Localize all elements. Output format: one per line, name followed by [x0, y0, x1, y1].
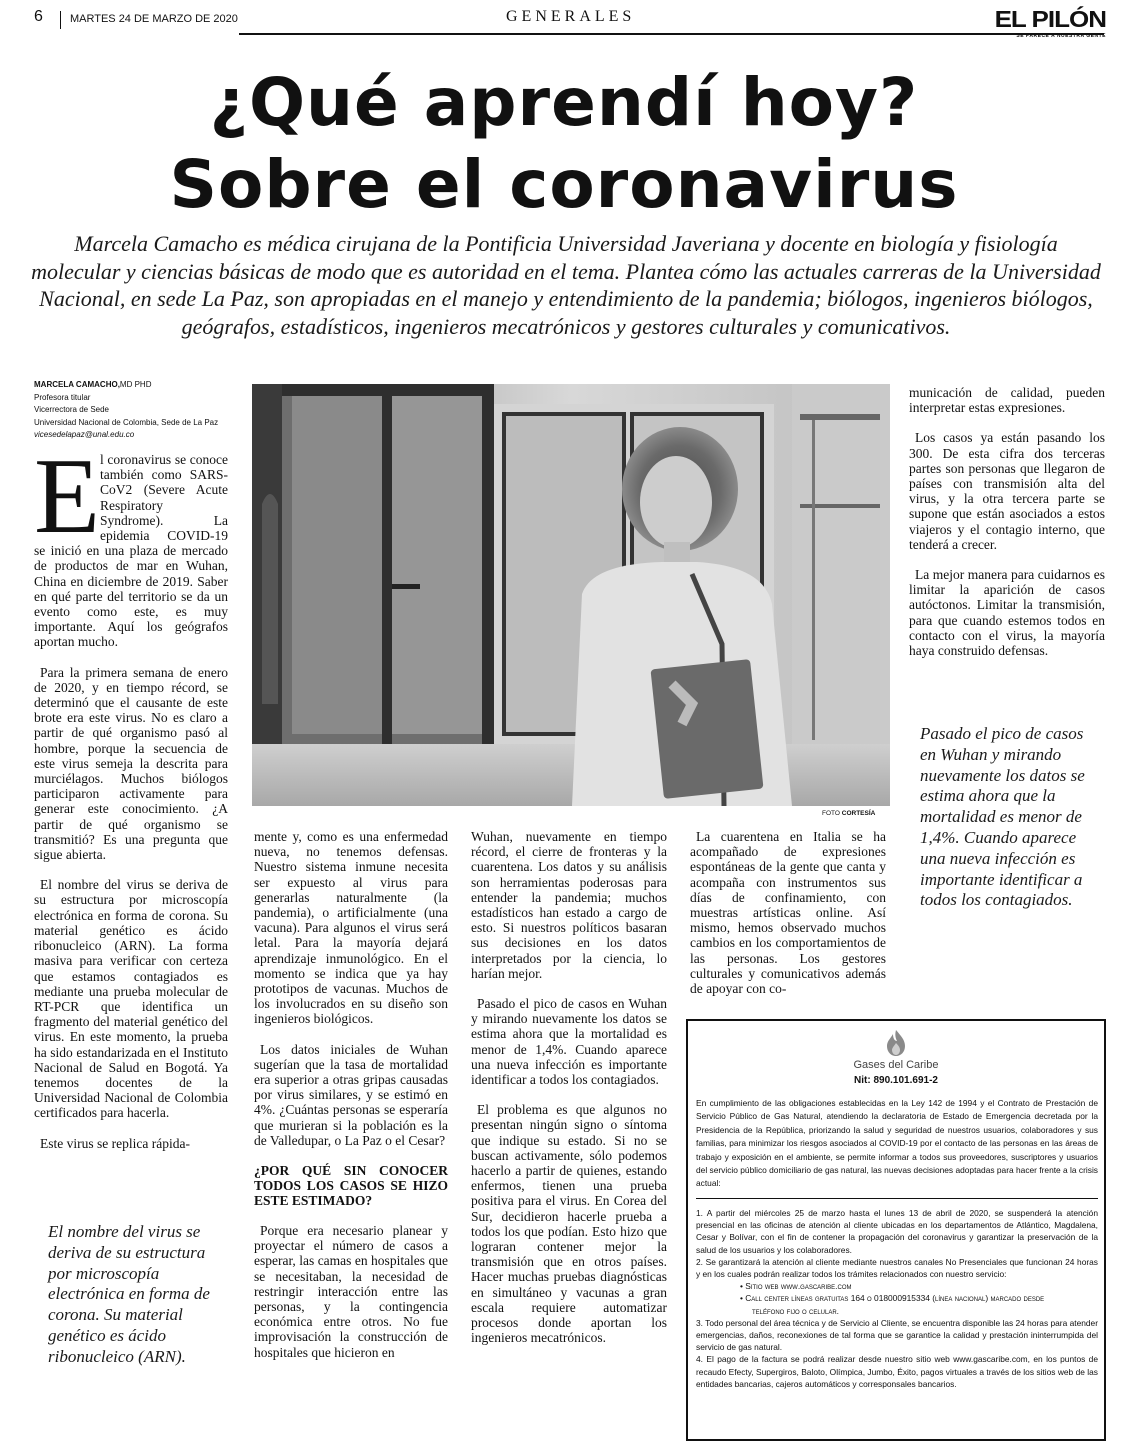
page-header [34, 5, 1106, 39]
logo-tagline: SE PARECE A NUESTRA GENTE [1016, 33, 1106, 39]
paragraph: El problema es que algunos no presentan ningún signo o síntoma que indique su estado. Si no se buscan activamente, sólo podemos hacerlo a partir de quienes, estando enfermos, tienen una prueba positiva para el virus. En Corea del Sur, decidieron hacerle prueba a todos los que podían. Esto hizo que lograran contener mejor la transmisión que en otros países. Hacer muchas pruebas diagnósticas en simultáneo y vacunas a gran escala requiere automatizar procesos donde aportan los ingenieros mecatrónicos. [471, 1102, 667, 1346]
author-name: MARCELA CAMACHO, [34, 380, 120, 389]
pull-quote: El nombre del virus se deriva de su estructura por microscopía electrónica en forma de corona. Su material genético es ácido ribonucleico (ARN). [48, 1222, 210, 1366]
ad-item: 4. El pago de la factura se podrá realizar desde nuestro sitio web www.gascaribe.com, en los puntos de recaudo Efecty, Supergiros, Baloto, Olímpica, Jumbo, Éxito, pagos virtuales a través de los sitios web de las entidades bancarias, cajeros automáticos y corresponsales bancarios. [696, 1354, 1098, 1389]
header-divider [60, 11, 61, 29]
paragraph: Porque era necesario planear y proyectar el número de casos a esperar, las camas en hospitales que se necesitaban, la necesidad de restringir interacción entre las personas, y la contingencia económica entre otros. No fue improvisación la construcción de hospitales que hicieron en [254, 1223, 448, 1360]
paragraph-text: l coronavirus se conoce también como SARS-CoV2 (Severe Acute Respiratory Syndrome). La epidemia COVID-19 se inició en una plaza de mercado de productos de mar en Wuhan, China en diciembre de 2019. Saber en qué parte del territorio se da un evento como este, es muy importante. Aquí los geógrafos aportan mucho. [34, 452, 228, 650]
ad-brand-name: Gases del Caribe [853, 1059, 939, 1071]
article-deck: Marcela Camacho es médica cirujana de la Pontificia Universidad Javeriana y docente en biología y fisiología molecular y ciencias básicas de modo que es autoridad en el tema. Plantea cómo las actuales carreras de la Universidad Nacional, en sede La Paz, son apropiadas en el manejo y entendimiento de la pandemia; biólogos, ingenieros biólogos, geógrafos, estadísticos, ingenieros mecatrónicos y gestores culturales y comunicativos. [31, 231, 1101, 339]
ad-item: 3. Todo personal del área técnica y de Servicio al Cliente, se encuentra disponible las 24 horas para atender emergencias, daños, reconexiones de tal forma que se garantice la calidad y prestación ininterrumpida del servicio de gas natural. [696, 1317, 1098, 1353]
author-email: vicesedelapaz@unal.edu.co [34, 430, 135, 439]
photo-credit-prefix: FOTO [822, 810, 840, 817]
paragraph: municación de calidad, pueden interpretar estas expresiones. [909, 385, 1105, 416]
ad-bullet: • Sitio web www.gascaribe.com [740, 1281, 852, 1292]
section-subheading: ¿POR QUÉ SIN CONOCER TODOS LOS CASOS SE HIZO ESTE ESTIMADO? [254, 1163, 448, 1209]
gas-company-advertisement [686, 1019, 1106, 1441]
page-number: 6 [34, 8, 43, 25]
article-column-3 [471, 829, 667, 1361]
newspaper-logo [995, 5, 1106, 39]
article-column-1 [34, 437, 228, 1166]
author-role-2: Vicerrectora de Sede [34, 405, 110, 414]
article-photo [252, 384, 890, 806]
pull-quote: Pasado el pico de casos en Wuhan y mirando nuevamente los datos se estima ahora que la mortalidad es menor de 1,4%. Cuando aparece una nueva infección es importante identificar a todos los contagiados. [920, 724, 1085, 910]
paragraph: La mejor manera para cuidarnos es limitar la aparición de casos autóctonos. Limitar la transmisión, para que cuando estemos todos en contacto con el virus, la mayoría haya construido defensas. [909, 567, 1105, 659]
article-column-4 [690, 829, 886, 1011]
byline [34, 379, 244, 442]
section-name: GENERALES [506, 8, 636, 25]
paragraph: Pasado el pico de casos en Wuhan y mirando nuevamente los datos se estima ahora que la mortalidad es menor de 1,4%. Cuando aparece una nueva infección es importante identificar a todos los contagiados. [471, 996, 667, 1088]
author-degree: MD PHD [119, 380, 152, 389]
ad-logo [688, 1029, 1104, 1086]
paragraph: Este virus se replica rápida- [40, 1135, 190, 1151]
paragraph: La cuarentena en Italia se ha acompañado de expresiones espontáneas de la gente que canta y acompaña con instrumentos sus días de confinamiento, con muestras artísticas online. Así mismo, hemos observado muchos cambios en los comportamientos de las personas. Los gestores culturales y comunicativos además de apoyar con co- [690, 829, 886, 997]
paragraph [34, 437, 228, 650]
ad-intro-text: En cumplimiento de las obligaciones establecidas en la Ley 142 de 1994 y el Contrato de Prestación de Servicio Público de Gas Natural, atendiendo la declaratoria de Estado de Emergencia decretada por la Presidencia de la República, priorizando la salud y seguridad de nuestros usuarios, colaboradores y sus familias, para minimizar los riesgos asociados al COVID-19 por el contacto de las personas en las áreas de trabajo y exposición en el ambiente, se permite informar a todos sus proveedores, suscriptores y usuarios del servicio público domiciliario de gas natural, las nuevas decisiones adoptadas para hacer frente a la crisis actual: [696, 1098, 1098, 1189]
ad-divider [696, 1198, 1098, 1199]
ad-nit: Nit: 890.101.691-2 [854, 1075, 938, 1086]
headline-line-1: ¿Qué aprendí hoy? [209, 64, 919, 141]
author-institution: Universidad Nacional de Colombia, Sede de La Paz [34, 417, 219, 427]
paragraph: Para la primera semana de enero de 2020, y en tiempo récord, se determinó que el causante de este brote era este virus. No es claro a partir de qué organismo pasó al hombre, porque la secuencia de este virus semeja la descrita para murciélagos. Muchos biólogos participaron activamente para generar este conocimiento. ¿A partir de qué organismo se transmitió? Es una pregunta que sigue abierta. [34, 664, 228, 863]
article-column-5 [909, 385, 1105, 673]
article-column-2 [254, 829, 448, 1375]
flame-icon [883, 1029, 909, 1057]
ad-bullet-continued: teléfono fijo o celular. [752, 1305, 839, 1316]
ad-item: 2. Se garantizará la atención al cliente mediante nuestros canales No Presenciales que funcionan 24 horas y en los cuales podrán realizar todos los trámites relacionados con nuestro servicio: [696, 1256, 1098, 1280]
ad-item: 1. A partir del miércoles 25 de marzo hasta el lunes 13 de abril de 2020, se suspenderá la atención presencial en las oficinas de atención al cliente ubicadas en los departamentos de Atlántico, Magdalena, Cesar y Bolívar, con el fin de contener la propagación del coronavirus y garantizar la preservación de la salud de los usuarios y los colaboradores. [696, 1208, 1098, 1255]
paragraph: Los casos ya están pasando los 300. De esta cifra dos terceras partes son personas que llegaron de países con transmisión alta del virus, y la otra tercera parte se supone que están asociados a estos viajeros y el contagio interno, que tenderá a crecer. [909, 430, 1105, 552]
photo-credit-name: CORTESÍA [841, 810, 876, 817]
logo-wordmark: EL PILÓN [994, 5, 1106, 33]
drop-cap: E [34, 437, 100, 556]
header-rule [239, 33, 1104, 35]
headline-line-2: Sobre el coronavirus [169, 146, 959, 223]
ad-measures-list [696, 1207, 1098, 1390]
paragraph: mente y, como es una enfermedad nueva, no tenemos defensas. Nuestro sistema inmune necesita ser expuesto al virus para generarlas naturalmente (la pandemia), o artificialmente (una vacuna). Para algunos el virus será letal. Para la mayoría dejará aprendizaje inmunológico. En el momento se indica que ya hay prototipos de vacunas. Muchos de los involucrados en su diseño son ingenieros biológicos. [254, 829, 448, 1027]
paragraph: El nombre del virus se deriva de su estructura por microscopía electrónica en forma de corona. Su material genético es ácido ribonucleico (ARN). La forma masiva para verificar con certeza que estamos contagiados es mediante una prueba molecular de RT-PCR que identifica un fragmento del material genético del virus. En este momento, la prueba ha sido estandarizada en el Instituto Nacional de Salud en Bogotá. Ya tenemos docentes de la Universidad Nacional de Colombia certificados para hacerla. [34, 877, 228, 1121]
paragraph: Wuhan, nuevamente en tiempo récord, el cierre de fronteras y la cuarentena. Los datos y su análisis son herramientas poderosas para entender la pandemia; muchos estadísticos han estado a cargo de esto. Si nuestros políticos basaran sus decisiones en los datos interpretados por la ciencia, lo harían mejor. [471, 829, 667, 981]
photo-credit [822, 810, 875, 817]
author-role: Profesora titular [34, 392, 91, 402]
article-headline [0, 62, 1128, 226]
issue-date: MARTES 24 DE MARZO DE 2020 [70, 13, 238, 25]
ad-bullet: • Call center líneas gratuitas 164 o 018000915334 (línea nacional) marcado desde [740, 1293, 1045, 1304]
paragraph: Los datos iniciales de Wuhan sugerían que la tasa de mortalidad era superior a otras gripas causadas por virus similares, y se estimó en 4%. ¿Cuántas personas se esperaría que murieran si la población es la de Valledupar, o La Paz o el Cesar? [254, 1041, 448, 1148]
photo-illustration [252, 384, 890, 806]
